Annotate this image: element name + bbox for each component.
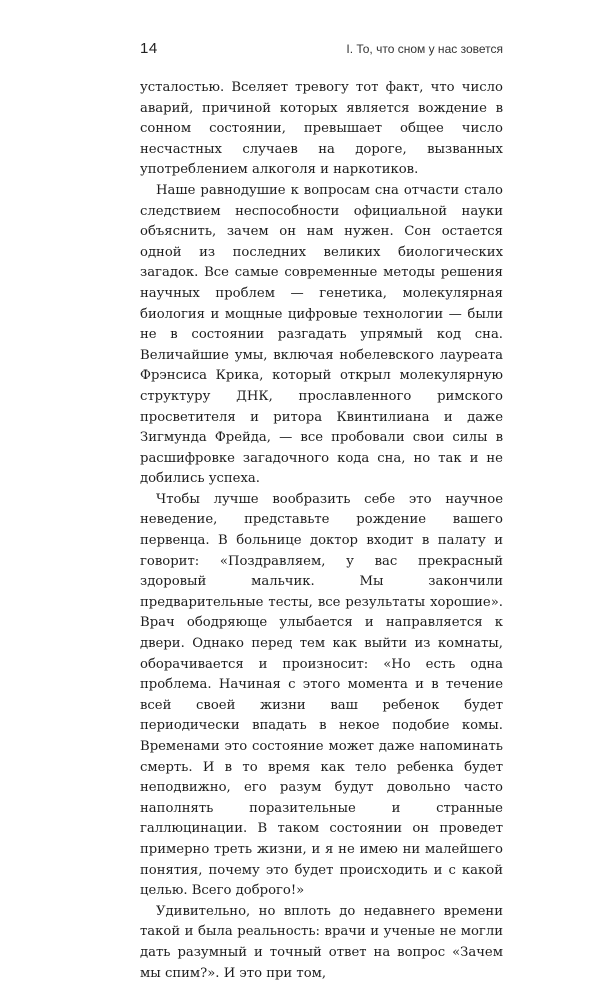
page-header — [140, 40, 503, 60]
paragraph-continuation: усталостью. Вселяет тревогу тот факт, что число аварий, причиной которых является вождение в сонном состоянии, превышает общее число несчастных случаев на дороге, вызванных употреблением алкоголя и наркотиков. — [140, 80, 503, 178]
page-number: 14 — [140, 40, 158, 57]
paragraph: Удивительно, но вплоть до недавнего времени такой и была реальность: врачи и ученые не могли дать разумный и точный ответ на вопрос «Зачем мы спим?». И это при том, — [140, 903, 503, 981]
body-text — [140, 78, 503, 984]
paragraph: Чтобы лучше вообразить себе это научное неведение, представьте рождение вашего первенца. В больнице доктор входит в палату и говорит: «Поздравляем, у вас прекрасный здоровый мальчик. Мы закончили предварительные тесты, все результаты хорошие». Врач ободряюще улыбается и направляется к двери. Однако перед тем как выйти из комнаты, оборачивается и произносит: «Но есть одна проблема. Начиная с этого момента и в течение всей своей жизни ваш ребенок будет периодически впадать в некое подобие комы. Временами это состояние может даже напоминать смерть. И в то время как тело ребенка будет неподвижно, его разум будут довольно часто наполнять поразительные и странные галлюцинации. В таком состоянии он проведет примерно треть жизни, и я не имею ни малейшего понятия, почему это будет происходить и с какой целью. Всего доброго!» — [140, 491, 503, 899]
paragraph: Наше равнодушие к вопросам сна отчасти стало следствием неспособности официальной науки объяснить, зачем он нам нужен. Сон остается одной из последних великих биологических загадок. Все самые современные методы решения научных проблем — генетика, молекулярная биология и мощные цифровые технологии — были не в состоянии разгадать упрямый код сна. Величайшие умы, включая нобелевского лауреата Фрэнсиса Крика, который открыл молекулярную структуру ДНК, прославленного римского просветителя и ритора Квинтилиана и даже Зигмунда Фрейда, — все пробовали свои силы в расшифровке загадочного кода сна, но так и не добились успеха. — [140, 182, 503, 487]
running-head: I. То, что сном у нас зовется — [346, 42, 503, 56]
